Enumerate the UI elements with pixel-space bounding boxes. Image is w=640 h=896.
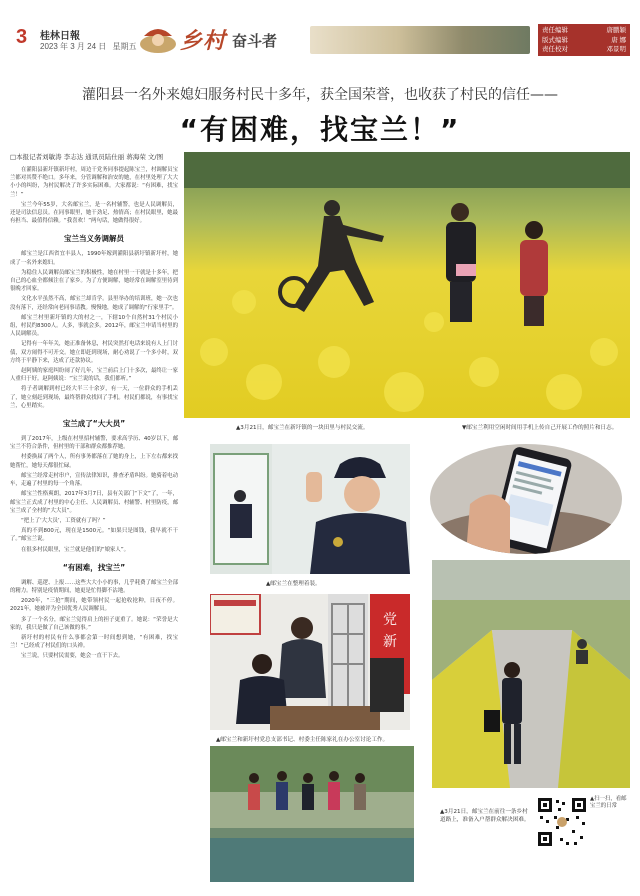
date-text: 2023 年 3 月 24 日 (40, 42, 107, 51)
paragraph: 宝兰今年55岁，大名邮宝兰，是一名村辅警，也是人民调解员，还是司法信息员。在同事眼里，她干劲足、热情高；在村民眼里，她最有担当、最值得信赖。“我喜欢！”两句话，她做得很好。 (10, 201, 178, 225)
paper-name: 桂林日報 (40, 31, 80, 42)
paragraph: 赵阿姨的家庭纠纷闹了好几年，宝兰前后上门十多次，最终让一家人重归于好。赵阿姨说：“宝兰说的话，我们都听。” (10, 368, 178, 383)
phone-photo-caption: ▼邮宝兰利用空闲时间用手机上传自己开展工作的照片和日志。 (462, 425, 618, 431)
editor-row: 责任编辑 唐鹏颖 (542, 27, 626, 34)
office-photo (210, 594, 410, 730)
paragraph: 邮宝兰是江西省宜丰县人，1990年嫁到灌阳县新圩镇新圩村，她成了一名外来媳妇。 (10, 251, 178, 266)
paragraph: 2020年，“三抢”期间，她带领村民一起抢收抢种，日夜不停。2021年，她被评为全国优秀人民调解员。 (10, 598, 178, 613)
paragraph: 记得有一年年关，她正准备休息，村民突然打电话来说有人上门讨债，双方闹得不可开交。她立即赶到现场，耐心劝说了一个多小时，双方终于平静下来，达成了还款协议。 (10, 341, 178, 364)
paragraph: 多了一个名分，邮宝兰觉得肩上的担子更重了。她说：“荣誉是大家的，我只是做了自己该做的事。” (10, 616, 178, 631)
paragraph: 为稳住人民调解员邮宝兰的积极性，她在村里一干就是十多年，把自己的心血全都倾注在了家乡。为了方便调解，她经常在调解室里待到很晚才回家。 (10, 269, 178, 293)
headline: “有困难，找宝兰！” (179, 113, 461, 146)
paragraph: 邮宝兰村里新圩镇的大的村之一，下辖10个自然村31个村民小组，村民约8300人。人多，事就会多。2012年，邮宝兰申请当村里的人民调解员。 (10, 314, 178, 338)
main-photo-caption: ▲3月21日，邮宝兰在新圩镇的一块田里与村民交流。 (236, 425, 369, 431)
svg-text:党: 党 (383, 612, 397, 628)
office-photo-caption: ▲邮宝兰和新圩村党总支部书记、村委主任陈家礼在办公室讨论工作。 (216, 737, 389, 743)
paragraph: 村委换届了两个人，所有事务都落在了她的身上，上下左右都来找她帮忙，她每天都很忙碌。 (10, 454, 178, 469)
road-photo-caption: ▲3月21日，邮宝兰在前往一条乡村道路上，准备入户帮群众解决困难。 (440, 809, 530, 823)
uniform-photo-caption: ▲邮宝兰在整理着装。 (266, 581, 321, 587)
editors-box (538, 24, 630, 56)
main-photo (184, 152, 630, 418)
paragraph: 在灌阳县新圩镇新圩村，周边干党务同事提起陈宝兰，村调解员宝兰都对其赞不绝口。多年来，分管调解和治安的她，在村里处理了大大小小的纠纷，为村民解决了许多实际困难。大家都说：“有困难，找宝兰！” (10, 167, 178, 198)
paragraph: 邮宝兰经常走村串户，宣传法律知识，排查矛盾纠纷。她骑着电动车，走遍了村里的每一个角落。 (10, 472, 178, 488)
svg-text:新: 新 (383, 634, 397, 650)
paragraph: 新圩村的村民有什么事都会第一时间想到她，“有困难，找宝兰！”已经成了村民们的口头禅。 (10, 634, 178, 650)
page-header (10, 22, 630, 58)
paragraph: 真的不到800元，现在是1500元。“如果只是图钱，我早就不干了。”邮宝兰说。 (10, 528, 178, 543)
article-column (10, 166, 178, 886)
phone-photo (430, 444, 622, 554)
qr-code-icon[interactable] (536, 796, 588, 848)
paragraph: 到了2017年，上级在村里招村辅警，要求高学历、40岁以下，邮宝兰不符合条件，但村里的干部和群众都推荐她。 (10, 436, 178, 451)
paragraph: 在很多村民眼里，宝兰就是他们的“娘家人”。 (21, 546, 130, 553)
column-title: 乡村 (180, 28, 227, 54)
qr-caption: ▲扫一扫，看邮宝兰的日常 (590, 796, 627, 810)
paragraph: 邮宝兰性格爽朗，2017年3月7日，县有关部门“下文”了，一年，邮宝兰正式成了村里的中心主任、人民调解员、村辅警、村里防疫，邮宝兰成了全村的“大大员”。 (10, 491, 178, 514)
section-title: 宝兰成了“大大员” (62, 419, 126, 429)
issue-date (40, 41, 141, 52)
village-logo-icon (138, 22, 178, 58)
byline: □本报记者刘敏涛 李志达 通讯员陆仕丽 蒋海荣 文/图 (10, 153, 164, 161)
header-landscape-image (310, 26, 530, 54)
page-number: 3 (16, 26, 28, 48)
column-subtitle: 奋斗者 (232, 32, 278, 50)
group-photo (210, 746, 414, 882)
weekday-text: 星期五 (112, 42, 137, 51)
section-title: 宝兰当义务调解员 (64, 234, 124, 244)
uniform-photo (210, 444, 410, 574)
paragraph: 调解、巡逻、上报……这些大大小小的事，几乎耗费了邮宝兰全部的精力。特别是疫情期间，她更是忙得脚不沾地。 (10, 579, 178, 594)
paragraph: 宝兰说，只要村民需要，她会一直干下去。 (21, 653, 124, 660)
road-photo (432, 560, 630, 788)
section-title: “有困难，找宝兰” (62, 562, 126, 572)
editor-row: 责任校对 邓景明 (542, 46, 626, 53)
editor-row: 版式编辑 唐 娜 (542, 36, 626, 44)
paragraph: 文化水平虽然不高，邮宝兰却肯学。县里举办的培训班，她一次也没有落下，还经常向老同事请教。慢慢地，她成了调解的“行家里手”。 (10, 296, 178, 311)
paragraph: “把上了‘大大员’，工资就有了吗？” (21, 517, 106, 524)
paragraph: 将子者调解到村已经大半三十余岁，有一天，一位群众的手机丢了，她立刻赶到现场，最终帮群众找回了手机。村民们都说，有事找宝兰，心里踏实。 (10, 386, 178, 409)
kicker-line: 灌阳县一名外来媳妇服务村民十多年，获全国荣誉，也收获了村民的信任—— (82, 87, 558, 103)
